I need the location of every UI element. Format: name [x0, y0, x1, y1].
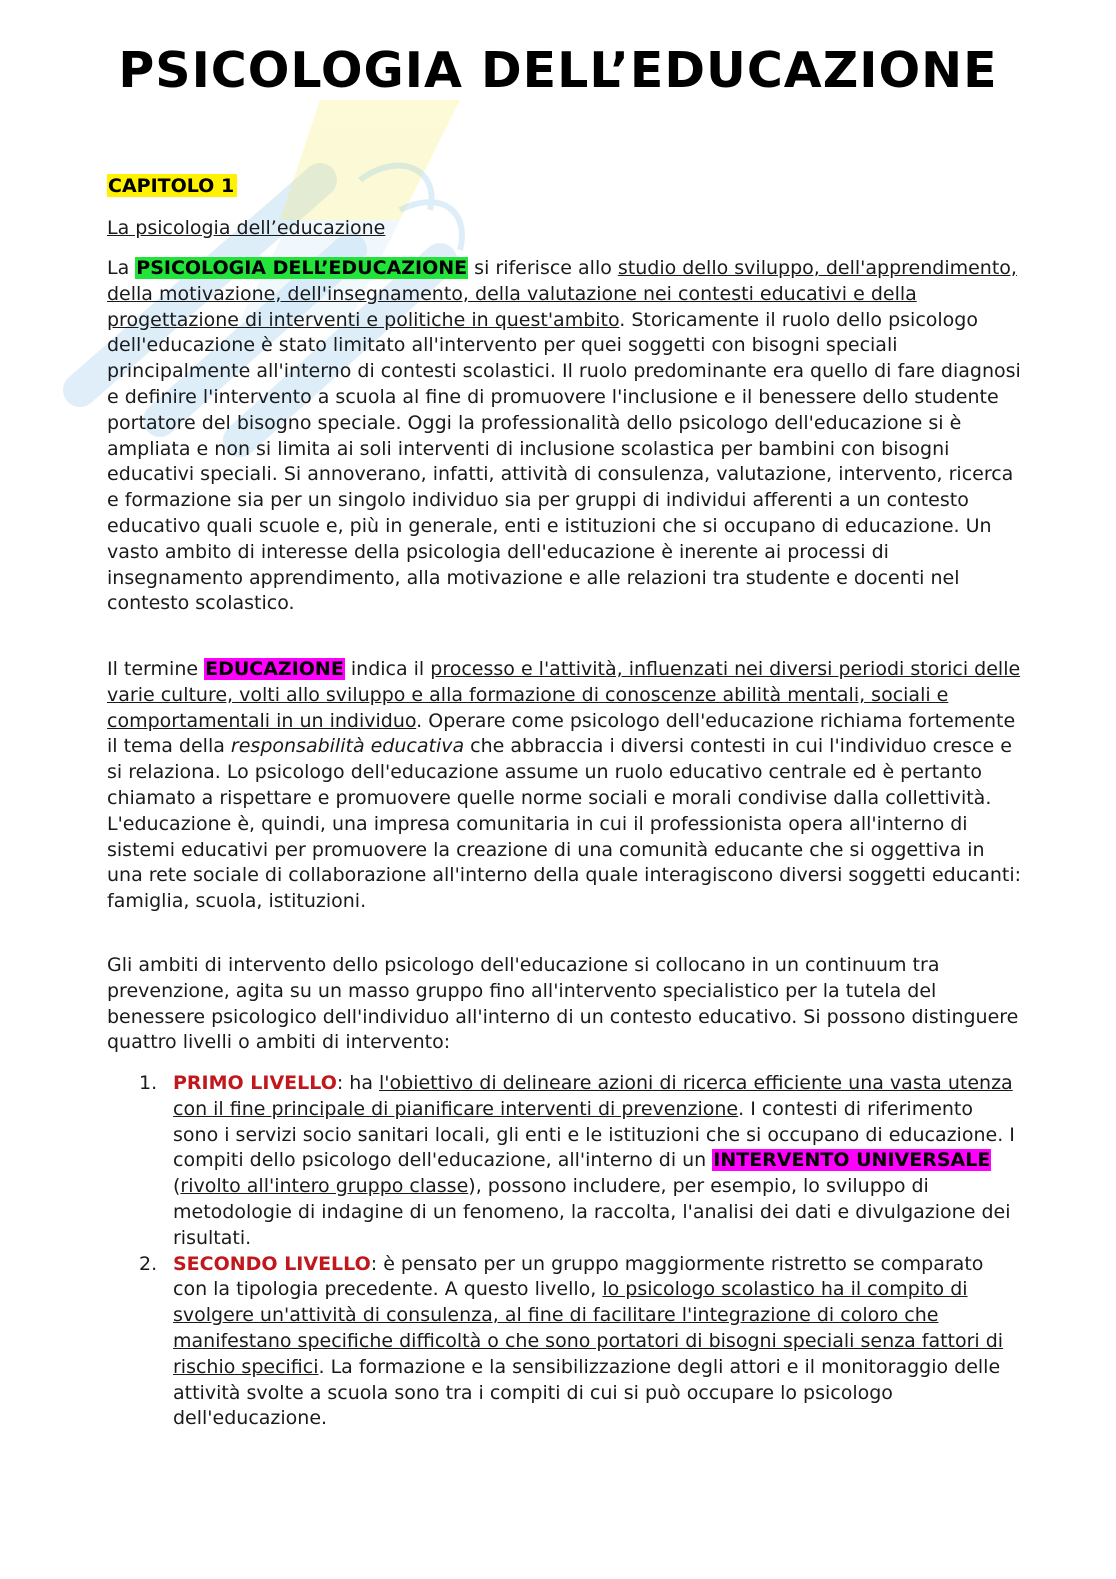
underlined-definition: lo psicologo scolastico ha il compito di svolgere un'attività di consulenza, al fine di facilitare l'integrazione di coloro che manifestano specifiche difficoltà o che sono portatori di bisogni speciali senza fattori di rischio specifici	[173, 1278, 1004, 1378]
underlined-definition: l'obiettivo di delineare azioni di ricerca efficiente una vasta utenza con il fine principale di pianificare interventi di prevenzione	[173, 1072, 1013, 1120]
text-run: ), possono includere, per esempio, lo sviluppo di metodologie di indagine di un fenomeno, la raccolta, l'analisi dei dati e divulgazione dei risultati.	[173, 1175, 1011, 1249]
text-run: si riferisce allo	[468, 257, 618, 279]
text-run: La	[107, 257, 136, 279]
text-run: : ha	[336, 1072, 380, 1094]
list-number: 1.	[139, 1072, 158, 1094]
text-run: Il termine	[107, 658, 205, 680]
text-run: . I contesti di riferimento sono i servizi socio sanitari locali, gli enti e le istituzioni che si occupano di educazione. I compiti dello psicologo dell'educazione, all'interno di un	[173, 1097, 1015, 1172]
italic-term: responsabilità educativa	[230, 735, 465, 758]
underlined-definition: studio dello sviluppo, dell'apprendimento, della motivazione, dell'insegnamento, della valutazione nei contesti educativi e della progettazione di interventi e politiche in quest'ambito	[107, 257, 1017, 331]
text-run: che abbraccia i diversi contesti in cui l'individuo cresce e si relaziona. Lo psicologo dell'educazione assume un ruolo educativo centrale ed è pertanto chiamato a rispettare e promuovere quelle norme sociali e morali condivise dalla collettività. L'educazione è, quindi, una impresa comunitaria in cui il professionista opera all'interno di sistemi educativi per promuovere la creazione di una comunità educante che si oggettiva in una rete sociale di collaborazione all'interno della quale interagiscono diversi soggetti educanti: famiglia, scuola, istituzioni.	[107, 735, 1022, 913]
paragraph-intro	[107, 256, 1022, 617]
underlined-definition: rivolto all'intero gruppo classe	[180, 1175, 469, 1198]
level-label: SECONDO LIVELLO	[173, 1252, 371, 1275]
text-run: indica il	[344, 658, 431, 680]
level-label: PRIMO LIVELLO	[173, 1072, 337, 1094]
paragraph-ambiti: Gli ambiti di intervento dello psicologo dell'educazione si collocano in un continuum tra prevenzione, agita su un masso gruppo fino all'intervento specialistico per la tutela del benessere psicologico dell'individuo all'interno di un contesto educativo. Si possono distinguere quattro livelli o ambiti di intervento:	[107, 954, 1019, 1054]
text-run: . Operare come psicologo dell'educazione richiama fortemente il tema della	[107, 709, 1016, 758]
text-run: (	[173, 1175, 181, 1198]
underlined-definition: processo e l'attività, influenzati nei diversi periodi storici delle varie culture, volti allo sviluppo e alla formazione di conoscenze abilità mentali, sociali e comportamentali in un individuo	[107, 658, 1021, 732]
text-run: . Storicamente il ruolo dello psicologo dell'educazione è stato limitato all'intervento per quei soggetti con bisogni speciali principalmente all'interno di contesti scolastici. Il ruolo predominante era quello di fare diagnosi e definire l'intervento a scuola al fine di promuovere l'inclusione e il benessere dello studente portatore del bisogno speciale. Oggi la professionalità dello psicologo dell'educazione si è ampliata e non si limita ai soli interventi di inclusione scolastica per bambini con bisogni educativi speciali. Si annoverano, infatti, attività di consulenza, valutazione, intervento, ricerca e formazione sia per un singolo individuo sia per gruppi di individui afferenti a un contesto educativo quali scuole e, più in generale, enti e istituzioni che si occupano di educazione. Un vasto ambito di interesse della psicologia dell'educazione è inerente ai processi di insegnamento apprendimento, alla motivazione e alle relazioni tra studente e docenti nel contesto scolastico.	[107, 308, 1021, 615]
highlight-term: EDUCAZIONE	[205, 658, 344, 680]
chapter-heading: CAPITOLO 1	[107, 174, 237, 197]
list-number: 2.	[139, 1252, 158, 1275]
text-run: . La formazione e la sensibilizzazione degli attori e il monitoraggio delle attività svolte a scuola sono tra i compiti di cui si può occupare lo psicologo dell'educazione.	[173, 1355, 1001, 1430]
list-item	[107, 1071, 1022, 1252]
list-item	[107, 1252, 1022, 1433]
section-subtitle: La psicologia dell’educazione	[107, 217, 386, 239]
levels-list	[107, 1071, 1022, 1432]
highlight-term: INTERVENTO UNIVERSALE	[713, 1149, 991, 1172]
text-run: : è pensato per un gruppo maggiormente ristretto se comparato con la tipologia precedente. A questo livello,	[173, 1252, 984, 1301]
highlight-term: PSICOLOGIA DELL’EDUCAZIONE	[136, 257, 468, 279]
page-title: PSICOLOGIA DELL’EDUCAZIONE	[118, 42, 998, 99]
paragraph-educazione	[107, 657, 1022, 915]
